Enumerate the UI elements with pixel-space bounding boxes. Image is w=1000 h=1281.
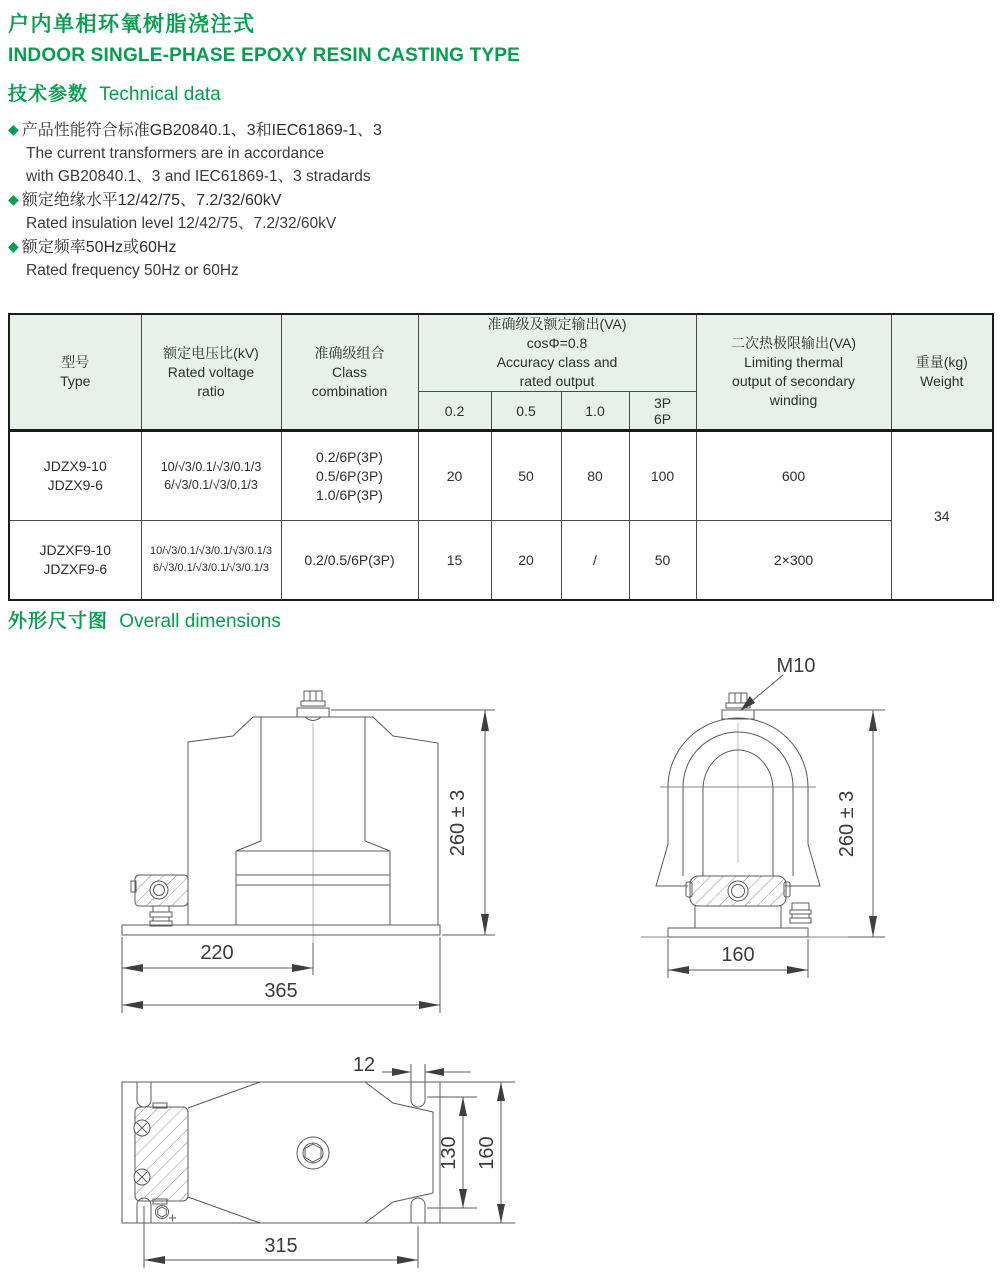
class-value: 1.0/6P(3P): [316, 486, 383, 503]
ratio-value: 6/√3/0.1/√3/0.1/√3/0.1/3: [153, 562, 269, 574]
tech-bullet-list: [8, 118, 382, 282]
col-header-thermal: [696, 314, 891, 431]
diamond-bullet-icon: ◆: [8, 238, 19, 254]
bullet-text-zh: 额定绝缘水平12/42/75、7.2/32/60kV: [21, 192, 282, 209]
output-02-cell: 20: [418, 431, 491, 521]
subheader-class-10: 1.0: [561, 392, 629, 431]
header-class-zh: 准确级组合: [314, 344, 385, 361]
dimension-label-130: 130: [438, 1136, 460, 1170]
col-header-class: [281, 314, 418, 431]
type-value: JDZX9-10: [43, 458, 107, 474]
bullet-text-zh: 额定频率50Hz或60Hz: [21, 239, 177, 256]
type-cell: [9, 521, 141, 601]
header-thermal-en: winding: [769, 392, 818, 408]
ratio-cell: [141, 521, 281, 601]
page-title-en: INDOOR SINGLE-PHASE EPOXY RESIN CASTING TYPE: [8, 45, 521, 66]
dimension-label-12: 12: [352, 1054, 376, 1076]
weight-cell: 34: [891, 431, 993, 601]
header-thermal-en: output of secondary: [732, 373, 856, 389]
side-view-drawing: [633, 648, 923, 983]
output-3p6p-cell: 50: [629, 521, 696, 601]
header-weight-zh: 重量(kg): [915, 354, 968, 370]
header-ratio-zh: 额定电压比(kV): [163, 344, 259, 361]
tech-heading-zh: 技术参数: [8, 84, 89, 105]
ratio-cell: [141, 431, 281, 521]
bullet-item: [8, 118, 382, 142]
subheader-class-3p6p: [629, 392, 696, 431]
bullet-text-en: The current transformers are in accordance: [26, 145, 325, 162]
bullet-text-en: with GB20840.1、3 and IEC61869-1、3 stradards: [26, 168, 371, 185]
dimension-label-365: 365: [264, 980, 298, 1002]
bolt-label-m10: M10: [776, 655, 816, 677]
subheader-3p: 3P: [653, 394, 672, 411]
tech-heading-en: Technical data: [99, 84, 221, 105]
ratio-value: 6/√3/0.1/√3/0.1/3: [164, 478, 258, 492]
class-value: 0.5/6P(3P): [316, 467, 383, 484]
class-value: 0.2/6P(3P): [316, 448, 383, 465]
ratio-value: 10/√3/0.1/√3/0.1/3: [160, 460, 262, 474]
dimension-label-160: 160: [721, 944, 755, 966]
ratio-value: 10/√3/0.1/√3/0.1/√3/0.1/3: [149, 545, 273, 557]
type-value: JDZX9-6: [47, 477, 103, 493]
front-view-dimension-arrows: [122, 710, 489, 1009]
subheader-6p: 6P: [653, 410, 672, 427]
output-05-cell: 50: [491, 431, 561, 521]
header-accuracy-zh: 准确级及额定输出(VA): [487, 316, 627, 332]
col-header-type: [9, 314, 141, 431]
header-accuracy-cos: cosΦ=0.8: [526, 335, 588, 351]
diamond-bullet-icon: ◆: [8, 191, 19, 207]
class-combination-cell: [281, 521, 418, 601]
subheader-class-05: 0.5: [491, 392, 561, 431]
header-class-en: Class: [331, 363, 367, 380]
header-accuracy-en: rated output: [519, 373, 595, 389]
diamond-bullet-icon: ◆: [8, 121, 19, 137]
output-10-cell: /: [561, 521, 629, 601]
header-accuracy-en: Accuracy class and: [496, 354, 618, 370]
header-ratio-en: Rated voltage: [167, 363, 255, 380]
output-10-cell: 80: [561, 431, 629, 521]
bullet-text-en: Rated insulation level 12/42/75、7.2/32/60kV: [26, 215, 337, 232]
type-value: JDZXF9-6: [43, 561, 108, 577]
top-view-drawing: [105, 1046, 535, 1281]
output-05-cell: 20: [491, 521, 561, 601]
dimension-label-315: 315: [264, 1235, 298, 1257]
table-row: [9, 521, 993, 601]
page-title-block: [8, 8, 520, 67]
side-view-body: [641, 693, 848, 937]
page-title-zh: 户内单相环氧树脂浇注式: [8, 13, 256, 36]
type-cell: [9, 431, 141, 521]
header-type-zh: 型号: [61, 354, 90, 370]
col-header-weight: [891, 314, 993, 431]
dims-heading-en: Overall dimensions: [119, 611, 281, 632]
class-value: 0.2/0.5/6P(3P): [304, 551, 395, 568]
header-thermal-zh: 二次热极限输出(VA): [731, 335, 857, 351]
bullet-text-zh: 产品性能符合标准GB20840.1、3和IEC61869-1、3: [21, 122, 382, 139]
front-view-drawing: [55, 653, 515, 1028]
dimension-label-260: 260 ± 3: [836, 790, 858, 858]
header-thermal-en: Limiting thermal: [744, 354, 843, 370]
header-ratio-en: ratio: [197, 382, 225, 399]
dimension-label-220: 220: [200, 942, 234, 964]
dimension-label-260: 260 ± 3: [447, 789, 469, 857]
dims-section-heading: [8, 606, 281, 633]
table-row: [9, 431, 993, 521]
bullet-item: [8, 235, 382, 259]
spec-table: [8, 313, 994, 601]
dimension-label-160: 160: [476, 1136, 498, 1170]
tech-section-heading: [8, 79, 221, 106]
dims-heading-zh: 外形尺寸图: [8, 611, 109, 632]
class-combination-cell: [281, 431, 418, 521]
output-02-cell: 15: [418, 521, 491, 601]
output-3p6p-cell: 100: [629, 431, 696, 521]
thermal-output-cell: 600: [696, 431, 891, 521]
type-value: JDZXF9-10: [39, 542, 112, 558]
header-class-en: combination: [311, 382, 388, 399]
col-header-accuracy-group: [418, 314, 696, 392]
bullet-item: [8, 188, 382, 212]
col-header-ratio: [141, 314, 281, 431]
thermal-output-cell: 2×300: [696, 521, 891, 601]
subheader-class-02: 0.2: [418, 392, 491, 431]
bullet-text-en: Rated frequency 50Hz or 60Hz: [26, 262, 239, 279]
header-weight-en: Weight: [920, 373, 964, 389]
header-type-en: Type: [60, 373, 91, 389]
front-view-body: [122, 691, 440, 975]
